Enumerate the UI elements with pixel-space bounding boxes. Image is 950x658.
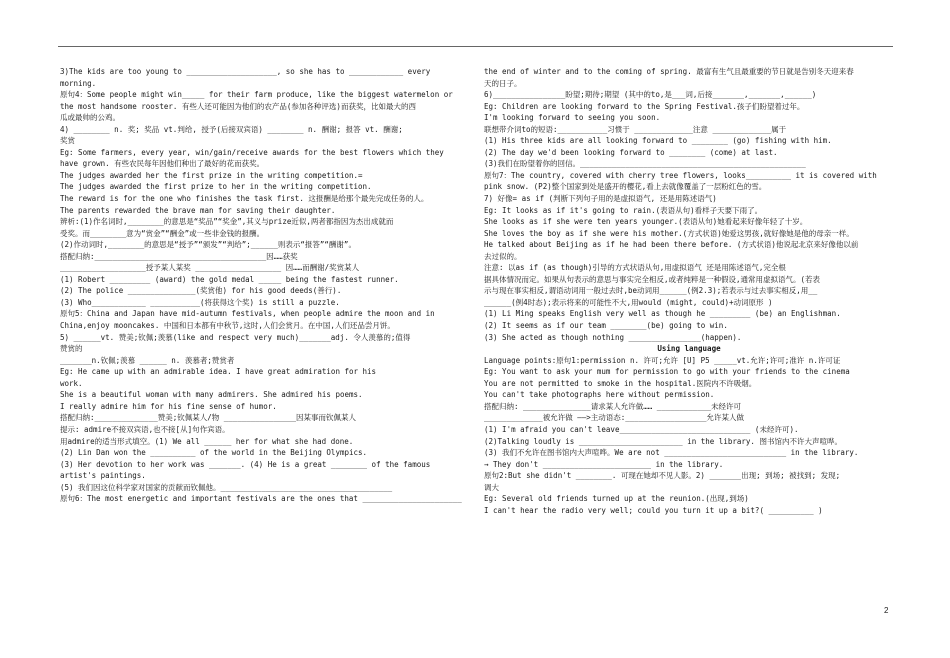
text-line: (3)我们在盼望着你的回信。__________________________________________________ <box>484 159 806 169</box>
text-line: (2) The police _______________(奖赏他) for his good deeds(善行). <box>60 286 342 296</box>
text-line: Language points:原句1:permission n. 许可;允许 [U] P5 _____vt.允许;许可;准许 n.许可证 <box>484 355 841 365</box>
text-line: pink snow. (P2)整个国家到处是盛开的樱花,看上去就像覆盖了一层粉红色的雪。 <box>484 182 767 192</box>
text-line: (2)Talking loudly is _______________________ in the library. 图书馆内不许大声喧哗。 <box>484 436 842 446</box>
text-line: (1) Li Ming speaks English very well as though he _________ (be) an Englishman. <box>484 309 841 319</box>
text-line: (3) She acted as though nothing ________________(happen). <box>484 332 742 342</box>
text-line: I really admire him for his fine sense of humor. <box>60 401 277 411</box>
text-line: 瓜或最帅的公鸡。 <box>60 113 120 123</box>
header-rule <box>58 46 893 47</box>
text-line: 受奖。而________意为“赏金”“酬金”或一些非金钱的报酬。 <box>60 228 265 238</box>
text-line: (5) 我们因这位科学家对国家的贡献而钦佩他。______________________________________ <box>60 482 393 492</box>
text-line: 原句2:But she didn't ________. 可现在她却不见人影。2) _______出现; 到场; 被找到; 发现; <box>484 471 841 481</box>
text-line: You are not permitted to smoke in the hospital.医院内不许吸烟。 <box>484 378 757 388</box>
text-line: 7) 好像= as if (判断下列句子用的是虚拟语气, 还是用陈述语气) <box>484 194 717 204</box>
text-line: The judges awarded her the first prize in the writing competition.= <box>60 170 363 180</box>
text-line: 搭配归纳:______________________________________因……获奖 <box>60 251 298 261</box>
text-line: (2) Lin Dan won the __________ of the world in the Beijing Olympics. <box>60 448 368 458</box>
text-line: _____________被允许做 ——>主动语态:__________________允许某人做 <box>484 413 745 423</box>
text-line: 用admire的适当形式填空。(1) We all ______ her for what she had done. <box>60 436 354 446</box>
text-line: ___________________授予某人某奖 ___________________ 因……而酬谢/奖赏某人 <box>60 263 360 273</box>
text-line: (3) Her devotion to her work was _______. (4) He is a great ________ of the famous <box>60 459 431 469</box>
text-line: She loves the boy as if she were his mother.(方式状语)她爱这男孩,就好像她是他的母亲一样。 <box>484 228 854 238</box>
text-line <box>484 343 894 355</box>
text-line: Eg: You want to ask your mum for permission to go with your friends to the cinema <box>484 367 850 377</box>
text-line: 原句5：China and Japan have mid-autumn festivals, when people admire the moon and in <box>60 309 435 319</box>
text-line: (1) I'm afraid you can't leave_____________________________ (未经许可). <box>484 424 799 434</box>
text-line: (3) 我们不允许在图书馆内大声喧哗。We are not ___________________________ in the library. <box>484 448 859 458</box>
text-line: 搭配归纳:______________赞美;钦佩某人/物 ________________因某事而钦佩某人 <box>60 413 357 423</box>
text-line: The judges awarded the first prize to her in the writing competition. <box>60 182 372 192</box>
text-line: 3)The kids are too young to ____________________, so she has to ____________ every <box>60 67 431 76</box>
text-line: 赞赏的 <box>60 344 83 354</box>
text-line: (2) It seems as if our team ________(be) going to win. <box>484 321 728 331</box>
text-line: 原句7：The country, covered with cherry tree flowers, looks__________ it is covered with <box>484 170 877 180</box>
text-line: I'm looking forward to seeing you soon. <box>484 113 661 123</box>
text-line: (1) Robert _________ (award) the gold medal _____ being the fastest runner. <box>60 274 399 284</box>
right-column <box>484 66 894 516</box>
text-line: The reward is for the one who finishes the task first. 这报酬是给那个最先完成任务的人。 <box>60 194 429 204</box>
text-line: Eg: Some farmers, every year, win/gain/receive awards for the best flowers which they <box>60 147 444 157</box>
text-line: You can't take photographs here without permission. <box>484 390 715 400</box>
text-line: 原句4：Some people might win_____ for their farm produce, like the biggest watermelon or <box>60 90 453 100</box>
text-line: 6)________________盼望;期待;期望 (其中的to,是___词,后接_______,_______,______) <box>484 90 817 100</box>
text-line: 示与现在事实相反,谓语动词用一般过去时,be动词用______(例2.3);若表示与过去事实相反,用__ <box>484 286 818 296</box>
text-line: 5) ______vt. 赞美;钦佩;羡慕(like and respect very much)_______adj. 令人羡慕的;值得 <box>60 332 411 342</box>
page-number: 2 <box>884 606 889 615</box>
text-line: She is a beautiful woman with many admirers. She admired his poems. <box>60 390 363 400</box>
text-line: ______(例4时态);表示将来的可能性不大,用would (might, could)+动词原形 ) <box>484 297 773 307</box>
text-line: 据具体情况而定。如果从句表示的意思与事实完全相反,或者纯粹是一种假设,通常用虚拟语气。(若表 <box>484 274 821 284</box>
text-line: 联想带介词to的短语:___________习惯于 _____________注意 _____________属于 <box>484 124 787 134</box>
text-line: Eg: He came up with an admirable idea. I have great admiration for his <box>60 367 377 377</box>
text-line: artist's paintings. <box>60 471 146 481</box>
left-column <box>60 66 470 505</box>
text-line: 辨析:(1)作名词时,________的意思是“奖品”“奖金”,其义与prize近似,两者都指因为杰出成就而 <box>60 217 394 227</box>
text-line: China,enjoy mooncakes. 中国和日本都有中秋节,这时,人们会赏月。在中国,人们还品尝月饼。 <box>60 321 395 331</box>
text-line: 去过似的。 <box>484 251 522 261</box>
text-line: Eg: It looks as if it's going to rain.(表语从句)看样子天要下雨了。 <box>484 205 763 215</box>
text-line: → They don't ________________________ in the library. <box>484 459 724 469</box>
text-line: The parents rewarded the brave man for saving their daughter. <box>60 205 336 215</box>
text-line: (2)作动词时,________的意思是“授予”“颁发”“判给”;______则表示“报答”“酬谢”。 <box>60 240 356 250</box>
text-line: the end of winter and to the coming of spring. 最富有生气且最重要的节日就是告别冬天迎来春 <box>484 67 854 76</box>
text-line: 调大 <box>484 482 499 492</box>
text-line: 提示: admire不接双宾语,也不接[从]句作宾语。 <box>60 424 230 434</box>
text-line: I can't hear the radio very well; could you turn it up a bit?( __________ ) <box>484 505 823 515</box>
section-heading: Using language <box>657 344 721 354</box>
text-line: have grown. 有些农民每年因他们种出了最好的花而获奖。 <box>60 159 265 169</box>
text-line: Eg: Several old friends turned up at the reunion.(出现,到场) <box>484 494 749 504</box>
text-line: He talked about Beijing as if he had been there before. (方式状语)他说起北京来好像他以前 <box>484 240 859 250</box>
text-line: the most handsome rooster. 有些人还可能因为他们的农产品(参加各种评选)而获奖，比如最大的西 <box>60 101 416 111</box>
text-line: 天的日子。 <box>484 78 522 88</box>
text-line: (2) The day we'd been looking forward to ________ (come) at last. <box>484 147 778 157</box>
text-line: (1) His three kids are all looking forward to ________ (go) fishing with him. <box>484 136 832 146</box>
text-line: 注意: 以as if (as though)引导的方式状语从句,用虚拟语气 还是用陈述语气,完全根 <box>484 263 786 273</box>
text-line: 4) ________ n. 奖; 奖品 vt.判给, 授予(后接双宾语) ________ n. 酬谢; 报答 vt. 酬谢; <box>60 124 403 134</box>
text-line: She looks as if she were ten years younger.(表语从句)她看起来好像年轻了十岁。 <box>484 217 808 227</box>
text-line: Eg: Children are looking forward to the Spring Festival.孩子们盼望着过年。 <box>484 101 805 111</box>
text-line: 搭配归纳: _______________请求某人允许做…… ____________未经许可 <box>484 401 741 411</box>
text-line: _______n.钦佩;羡慕 ______ n. 羡慕者;赞赏者 <box>60 355 235 365</box>
text-line: work. <box>60 378 83 388</box>
text-line: morning. <box>60 78 97 88</box>
text-line: 原句6：The most energetic and important festivals are the ones that ______________________ <box>60 494 462 504</box>
text-line: (3) Who____________ ___________(将获得这个奖) is still a puzzle. <box>60 297 340 307</box>
text-line: 奖赏 <box>60 136 75 146</box>
